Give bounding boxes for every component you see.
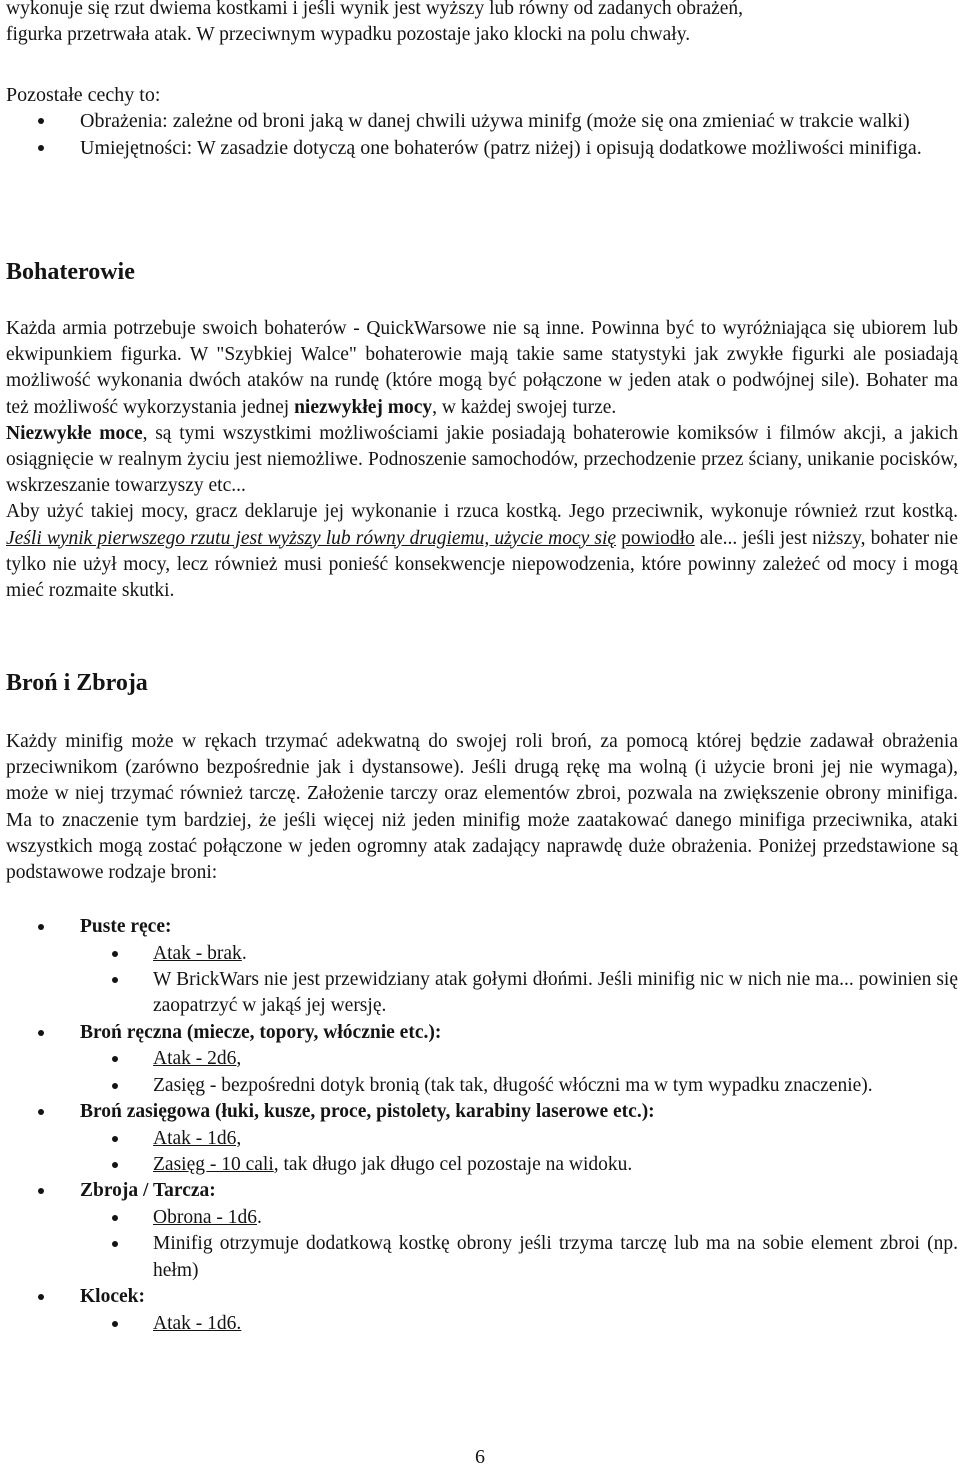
bullet-icon (38, 1030, 44, 1036)
traits-lead: Pozostałe cechy to: (6, 84, 161, 106)
heroes-paragraph-2 (6, 421, 958, 500)
underlined-text: Zasięg - 10 cali (153, 1153, 274, 1175)
bullet-icon (112, 1056, 118, 1062)
text-run: . (241, 942, 247, 964)
category-subitem (6, 1152, 958, 1178)
intro-paragraph (6, 0, 958, 49)
bullet-icon (112, 977, 118, 983)
section-heading-weapons: Broń i Zbroja (6, 670, 148, 696)
bullet-icon (112, 1136, 118, 1142)
text-run: , (236, 1048, 242, 1070)
heroes-section (6, 316, 958, 604)
bullet-icon (112, 1083, 118, 1089)
section-heading-heroes: Bohaterowie (6, 259, 135, 285)
weapons-section (6, 729, 958, 886)
category-item (6, 1178, 958, 1205)
text-run: , tak długo jak długo cel pozostaje na widoku. (273, 1153, 633, 1175)
category-subitem (6, 941, 958, 967)
trait-text: Umiejętności: W zasadzie dotyczą one bohaterów (patrz niżej) i opisują dodatkowe możliwości minifiga. (80, 136, 922, 159)
intro-line-2: figurka przetrwała atak. W przeciwnym wypadku pozostaje jako klocki na polu chwały. (6, 24, 691, 46)
italic-underlined-text: Jeśli wynik pierwszego rzutu jest wyższy lub równy drugiemu, użycie mocy się (6, 527, 617, 549)
underlined-text: Atak - 2d6 (153, 1048, 237, 1070)
text-run: , w każdej swojej turze. (432, 396, 617, 418)
heroes-paragraph-3 (6, 499, 958, 604)
bold-term: niezwykłej mocy (294, 396, 433, 418)
underlined-text: Atak - brak (153, 942, 242, 964)
bullet-icon (38, 118, 44, 124)
bullet-icon (112, 951, 118, 957)
text-run: Każda armia potrzebuje swoich bohaterów - QuickWarsowe nie są inne. Powinna być to wyróżniająca się ubiorem lub ekwipunkiem figurka. W "Szybkiej Walce" bohaterowie mają takie same statystyki jak zwykłe figurki ale posiadają możliwość wykonania dwóch ataków na rundę (które mogą być połączone w jeden atak o podwójnej sile). Bohater ma też możliwość wykorzystania jednej (6, 318, 958, 418)
text-run: , są tymi wszystkimi możliwościami jakie posiadają bohaterowie komiksów i filmów akcji, a jakich osiągnięcie w realnym życiu jest niemożliwe. Podnoszenie samochodów, przechodzenie przez ściany, unikanie pocisków, wskrzeszanie towarzyszy etc... (6, 422, 958, 497)
text-run: . (256, 1206, 262, 1228)
category-title: Klocek: (80, 1286, 145, 1308)
weapons-intro: Każdy minifig może w rękach trzymać adekwatną do swojej roli broń, za pomocą której będzie zadawał obrażenia przeciwnikom (zarówno bezpośrednie jak i dystansowe). Jeśli drugą rękę ma wolną (i użycie broni jej nie wymaga), może w niej trzymać również tarczę. Założenie tarczy oraz elementów zbroi, pozwala na zwiększenie obrony minifiga. Ma to znaczenie tym bardziej, że jeśli więcej niż jeden minifig może zaatakować danego minifiga przeciwnika, ataki wszystkich mogą zostać połączone w jeden ogromny atak zadający naprawdę duże obrażenia. Poniżej przedstawione są podstawowe rodzaje broni: (6, 731, 958, 884)
trait-text: Obrażenia: zależne od broni jaką w danej chwili używa minifg (może się ona zmieniać w trakcie walki) (80, 110, 910, 132)
category-subitem (6, 1231, 958, 1284)
category-subitem (6, 1126, 958, 1152)
bullet-icon (38, 1109, 44, 1115)
underlined-text: Atak - 1d6, (153, 1127, 242, 1149)
bullet-icon (38, 145, 44, 151)
bullet-icon (112, 1162, 118, 1168)
category-subitem (6, 1073, 958, 1099)
category-item (6, 1284, 958, 1311)
traits-list (6, 108, 958, 161)
category-title: Broń ręczna (miecze, topory, włócznie etc.): (80, 1021, 442, 1043)
weapon-categories (6, 914, 958, 1337)
category-subitem (6, 1205, 958, 1231)
bullet-icon (112, 1321, 118, 1327)
category-title: Zbroja / Tarcza: (80, 1180, 216, 1202)
text-run: ale... jeśli jest niższy, bohater nie tylko nie użył mocy, lecz również musi ponieść konsekwencje niepowodzenia, które powinny zależeć od mocy i mogą mieć rozmaite skutki. (6, 527, 958, 602)
bullet-icon (112, 1241, 118, 1247)
list-item (6, 135, 958, 162)
category-item (6, 1099, 958, 1126)
underlined-text: powiodło (621, 527, 695, 549)
category-subitem (6, 1311, 958, 1337)
page-number: 6 (475, 1446, 485, 1468)
category-subitem (6, 967, 958, 1020)
text-run: Zasięg - bezpośredni dotyk bronią (tak tak, długość włóczni ma w tym wypadku znaczenie). (153, 1074, 873, 1096)
underlined-text: Atak - 1d6. (153, 1312, 242, 1334)
underlined-text: Obrona - 1d6 (153, 1206, 257, 1228)
category-title: Puste ręce: (80, 916, 172, 937)
bullet-icon (38, 1188, 44, 1194)
text-run: Aby użyć takiej mocy, gracz deklaruje jej wykonanie i rzuca kostką. Jego przeciwnik, wykonuje również rzut kostką. (6, 501, 958, 523)
bullet-icon (38, 924, 44, 930)
text-run: Minifig otrzymuje dodatkową kostkę obrony jeśli trzyma tarczę lub ma na sobie element zbroi (np. hełm) (153, 1233, 958, 1281)
bold-term: Niezwykłe moce (6, 422, 143, 444)
bullet-icon (112, 1215, 118, 1221)
bullet-icon (38, 1294, 44, 1300)
category-title: Broń zasięgowa (łuki, kusze, proce, pistolety, karabiny laserowe etc.): (80, 1101, 655, 1123)
category-subitem (6, 1046, 958, 1072)
text-run: W BrickWars nie jest przewidziany atak gołymi dłońmi. Jeśli minifig nic w nich nie ma... powinien się zaopatrzyć w jakąś jej wersję. (153, 968, 958, 1017)
category-item (6, 1020, 958, 1047)
category-item (6, 914, 958, 941)
heroes-paragraph-1 (6, 316, 958, 421)
list-item (6, 108, 958, 135)
intro-line-1: wykonuje się rzut dwiema kostkami i jeśli wynik jest wyższy lub równy od zadanych obrażeń, (6, 0, 744, 19)
